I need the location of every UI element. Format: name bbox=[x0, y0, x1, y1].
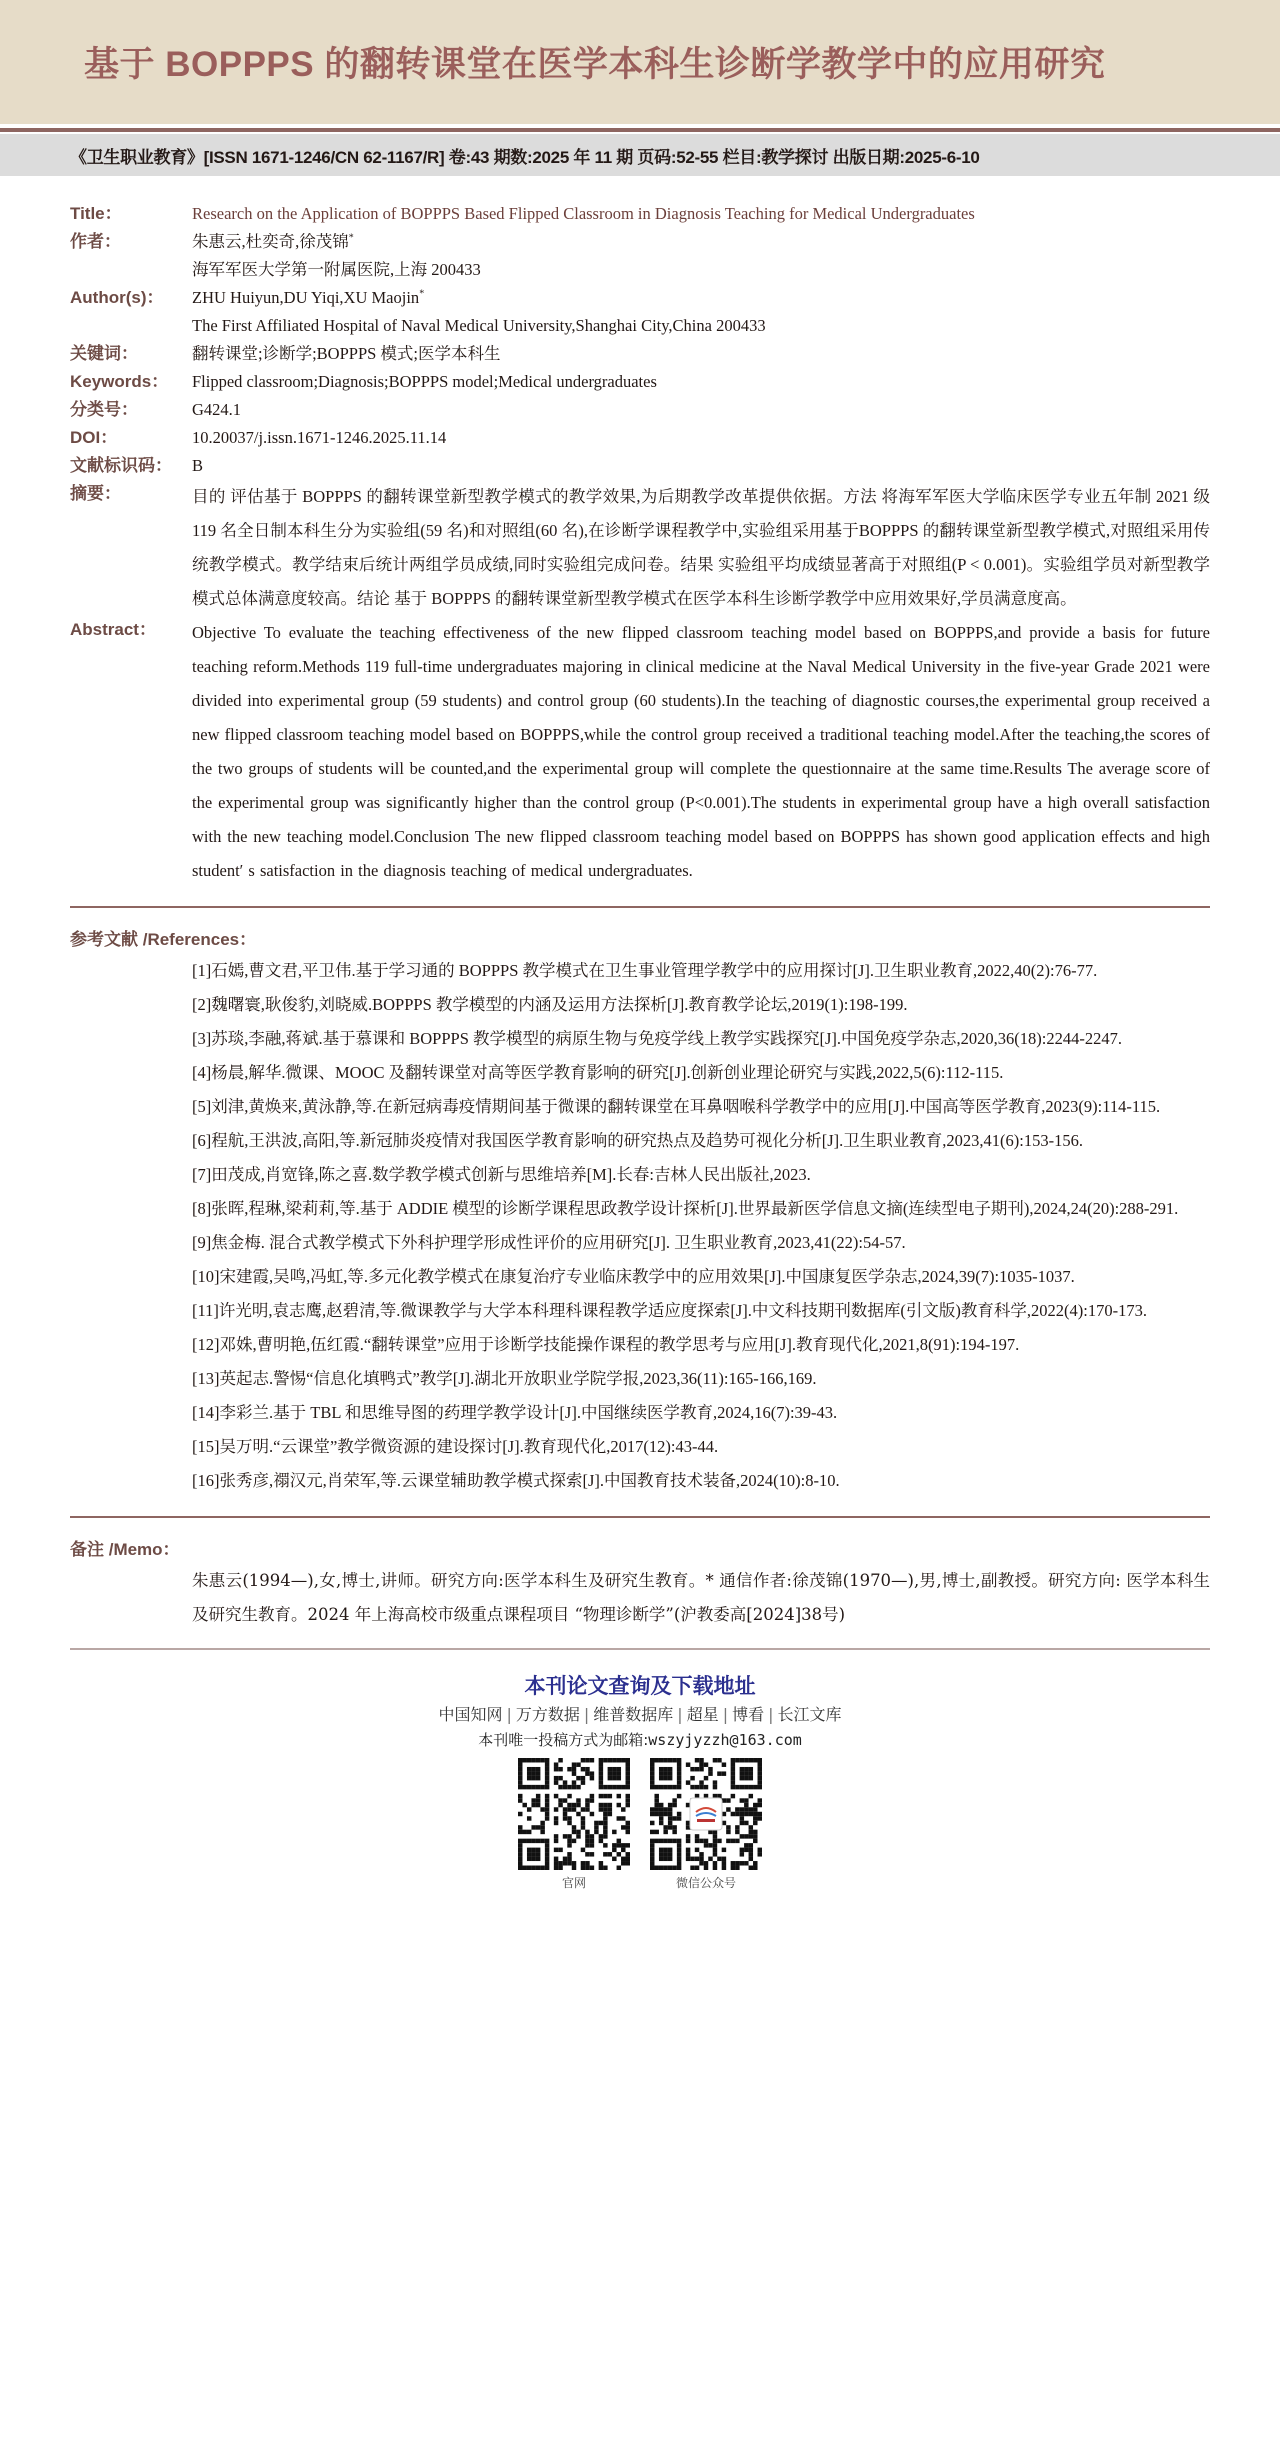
submission-email[interactable]: wszyjyzzh@163.com bbox=[648, 1731, 802, 1749]
separator: | bbox=[768, 1705, 774, 1724]
qr-code-icon[interactable] bbox=[518, 1758, 630, 1870]
section-divider bbox=[70, 1516, 1210, 1518]
field-classification bbox=[70, 396, 1210, 424]
memo-heading: 备注 /Memo： bbox=[70, 1540, 180, 1559]
qr-code-label: 微信公众号 bbox=[675, 1876, 736, 1890]
qr-code-item bbox=[518, 1758, 630, 1891]
field-label: Abstract： bbox=[70, 620, 156, 639]
database-link[interactable]: 万方数据 bbox=[515, 1705, 580, 1724]
field-label: 摘要： bbox=[70, 484, 121, 503]
memo-text: 朱惠云(1994—),女,博士,讲师。研究方向:医学本科生及研究生教育。* 通信作者:徐茂锦(1970—),男,博士,副教授。研究方向: 医学本科生及研究生教育。2024 年上海高校市级重点课程项目 “物理诊断学”(沪教委高[2024]38号) bbox=[192, 1571, 1210, 1624]
reference-item: [11]许光明,袁志鹰,赵碧清,等.微课教学与大学本科理科课程教学适应度探索[J].中文科技期刊数据库(引文版)教育科学,2022(4):170-173. bbox=[192, 1301, 1147, 1320]
field-abstract-cn bbox=[70, 480, 1210, 616]
qr-code-label: 官网 bbox=[561, 1876, 586, 1890]
reference-item: [12]邓姝,曹明艳,伍红霞.“翻转课堂”应用于诊断学技能操作课程的教学思考与应用[J].教育现代化,2021,8(91):194-197. bbox=[192, 1335, 1020, 1354]
database-link[interactable]: 博看 bbox=[732, 1705, 765, 1724]
references-heading: 参考文献 /References： bbox=[70, 930, 257, 949]
reference-item: [15]吴万明.“云课堂”教学微资源的建设探讨[J].教育现代化,2017(12):43-44. bbox=[192, 1437, 719, 1456]
field-label: Keywords： bbox=[70, 372, 169, 391]
affiliation-cn: 海军军医大学第一附属医院,上海 200433 bbox=[192, 260, 481, 279]
reference-item: [4]杨晨,解华.微课、MOOC 及翻转课堂对高等医学教育影响的研究[J].创新创业理论研究与实践,2022,5(6):112-115. bbox=[192, 1063, 1004, 1082]
field-doi bbox=[70, 424, 1210, 452]
affiliation-en: The First Affiliated Hospital of Naval Medical University,Shanghai City,China 200433 bbox=[192, 316, 766, 335]
database-link[interactable]: 中国知网 bbox=[438, 1705, 503, 1724]
references-list bbox=[70, 954, 1210, 1498]
abstract-en: Objective To evaluate the teaching effectiveness of the new flipped classroom teaching model based on BOPPPS,and provide a basis for future teaching reform.Methods 119 full-time undergraduates majoring in clinical medicine at the Naval Medical University in the five-year Grade 2021 were divided into experimental group (59 students) and control group (60 students).In the teaching of diagnostic courses,the experimental group received a new flipped classroom teaching model based on BOPPPS,while the control group received a traditional teaching model.After the teaching,the scores of the two groups of students will be counted,and the experimental group will complete the questionnaire at the same time.Results The average score of the experimental group was significantly higher than the control group (P<0.001).The students in experimental group have a high overall satisfaction with the new teaching model.Conclusion The new flipped classroom teaching model based on BOPPPS has shown good application effects and high student′ s satisfaction in the diagnosis teaching of medical undergraduates. bbox=[192, 623, 1210, 880]
database-list bbox=[70, 1702, 1210, 1728]
field-label: 关键词： bbox=[70, 344, 138, 363]
field-abstract-en bbox=[70, 616, 1210, 888]
separator: | bbox=[677, 1705, 683, 1724]
reference-item: [7]田茂成,肖宽锋,陈之喜.数学教学模式创新与思维培养[M].长春:吉林人民出版社,2023. bbox=[192, 1165, 811, 1184]
field-keywords-cn bbox=[70, 340, 1210, 368]
field-title bbox=[70, 200, 1210, 228]
authors-en: ZHU Huiyun,DU Yiqi,XU Maojin bbox=[192, 288, 420, 307]
field-keywords-en bbox=[70, 368, 1210, 396]
field-label: Author(s)： bbox=[70, 288, 164, 307]
keywords-en: Flipped classroom;Diagnosis;BOPPPS model;Medical undergraduates bbox=[192, 372, 657, 391]
database-link[interactable]: 长江文库 bbox=[777, 1705, 842, 1724]
field-authors-en bbox=[70, 284, 1210, 340]
reference-item: [8]张晖,程琳,梁莉莉,等.基于 ADDIE 模型的诊断学课程思政教学设计探析[J].世界最新医学信息文摘(连续型电子期刊),2024,24(20):288-291. bbox=[192, 1199, 1179, 1218]
header-divider bbox=[0, 128, 1280, 132]
english-title: Research on the Application of BOPPPS Based Flipped Classroom in Diagnosis Teaching for Medical Undergraduates bbox=[192, 204, 975, 223]
section-divider bbox=[70, 906, 1210, 908]
reference-item: [16]张秀彦,禤汉元,肖荣军,等.云课堂辅助教学模式探索[J].中国教育技术装备,2024(10):8-10. bbox=[192, 1471, 840, 1490]
header-band bbox=[0, 0, 1280, 124]
keywords-cn: 翻转课堂;诊断学;BOPPPS 模式;医学本科生 bbox=[192, 344, 501, 363]
page-title: 基于 BOPPPS 的翻转课堂在医学本科生诊断学教学中的应用研究 bbox=[84, 45, 1106, 84]
journal-meta-bar bbox=[0, 134, 1280, 176]
qr-code-icon[interactable] bbox=[650, 1758, 762, 1870]
field-label: 文献标识码： bbox=[70, 456, 172, 475]
reference-item: [2]魏曙寰,耿俊豹,刘晓威.BOPPPS 教学模型的内涵及运用方法探析[J].教育教学论坛,2019(1):198-199. bbox=[192, 995, 908, 1014]
reference-item: [10]宋建霞,吴鸣,冯虹,等.多元化教学模式在康复治疗专业临床教学中的应用效果[J].中国康复医学杂志,2024,39(7):1035-1037. bbox=[192, 1267, 1075, 1286]
doi-value[interactable]: 10.20037/j.issn.1671-1246.2025.11.14 bbox=[192, 428, 447, 447]
field-label: 作者： bbox=[70, 232, 121, 251]
footer bbox=[70, 1650, 1210, 1891]
doc-code-value: B bbox=[192, 456, 204, 475]
database-link[interactable]: 维普数据库 bbox=[593, 1705, 674, 1724]
separator: | bbox=[722, 1705, 729, 1724]
reference-item: [6]程航,王洪波,高阳,等.新冠肺炎疫情对我国医学教育影响的研究热点及趋势可视化分析[J].卫生职业教育,2023,41(6):153-156. bbox=[192, 1131, 1083, 1150]
reference-item: [9]焦金梅. 混合式教学模式下外科护理学形成性评价的应用研究[J]. 卫生职业教育,2023,41(22):54-57. bbox=[192, 1233, 906, 1252]
reference-item: [13]英起志.警惕“信息化填鸭式”教学[J].湖北开放职业学院学报,2023,36(11):165-166,169. bbox=[192, 1369, 817, 1388]
corresponding-mark: * bbox=[348, 232, 354, 244]
reference-item: [14]李彩兰.基于 TBL 和思维导图的药理学教学设计[J].中国继续医学教育,2024,16(7):39-43. bbox=[192, 1403, 838, 1422]
abstract-cn: 目的 评估基于 BOPPPS 的翻转课堂新型教学模式的教学效果,为后期教学改革提供依据。方法 将海军军医大学临床医学专业五年制 2021 级 119 名全日制本科生分为实验组(59 名)和对照组(60 名),在诊断学课程教学中,实验组采用基于BOPPPS 的翻转课堂新型教学模式,对照组采用传统教学模式。教学结束后统计两组学员成绩,同时实验组完成问卷。结果 实验组平均成绩显著高于对照组(P < 0.001)。实验组学员对新型教学模式总体满意度较高。结论 基于 BOPPPS 的翻转课堂新型教学模式在医学本科生诊断学教学中应用效果好,学员满意度高。 bbox=[192, 487, 1210, 608]
field-label: Title： bbox=[70, 204, 122, 223]
reference-item: [5]刘津,黄焕来,黄泳静,等.在新冠病毒疫情期间基于微课的翻转课堂在耳鼻咽喉科学教学中的应用[J].中国高等医学教育,2023(9):114-115. bbox=[192, 1097, 1161, 1116]
submission-email-line bbox=[70, 1728, 1210, 1752]
separator: | bbox=[583, 1705, 590, 1724]
separator: | bbox=[506, 1705, 512, 1724]
database-link[interactable]: 超星 bbox=[686, 1705, 719, 1724]
qr-code-item bbox=[650, 1758, 762, 1891]
field-label: DOI： bbox=[70, 428, 118, 447]
journal-meta-text: 《卫生职业教育》[ISSN 1671-1246/CN 62-1167/R] 卷:43 期数:2025 年 11 期 页码:52-55 栏目:教学探讨 出版日期:2025-6-10 bbox=[70, 147, 980, 167]
email-prefix: 本刊唯一投稿方式为邮箱: bbox=[478, 1731, 649, 1749]
authors-cn: 朱惠云,杜奕奇,徐茂锦 bbox=[192, 232, 349, 251]
reference-item: [3]苏琰,李融,蒋斌.基于慕课和 BOPPPS 教学模型的病原生物与免疫学线上教学实践探究[J].中国免疫学杂志,2020,36(18):2244-2247. bbox=[192, 1029, 1122, 1048]
reference-item: [1]石嫣,曹文君,平卫伟.基于学习通的 BOPPPS 教学模式在卫生事业管理学教学中的应用探讨[J].卫生职业教育,2022,40(2):76-77. bbox=[192, 961, 1098, 980]
qr-code-row bbox=[70, 1758, 1210, 1891]
field-authors-cn bbox=[70, 228, 1210, 284]
field-label: 分类号： bbox=[70, 400, 138, 419]
field-doc-code bbox=[70, 452, 1210, 480]
corresponding-mark: * bbox=[419, 288, 425, 300]
classification-number: G424.1 bbox=[192, 400, 242, 419]
footer-title: 本刊论文查询及下载地址 bbox=[524, 1675, 756, 1698]
article-info bbox=[0, 176, 1280, 1951]
